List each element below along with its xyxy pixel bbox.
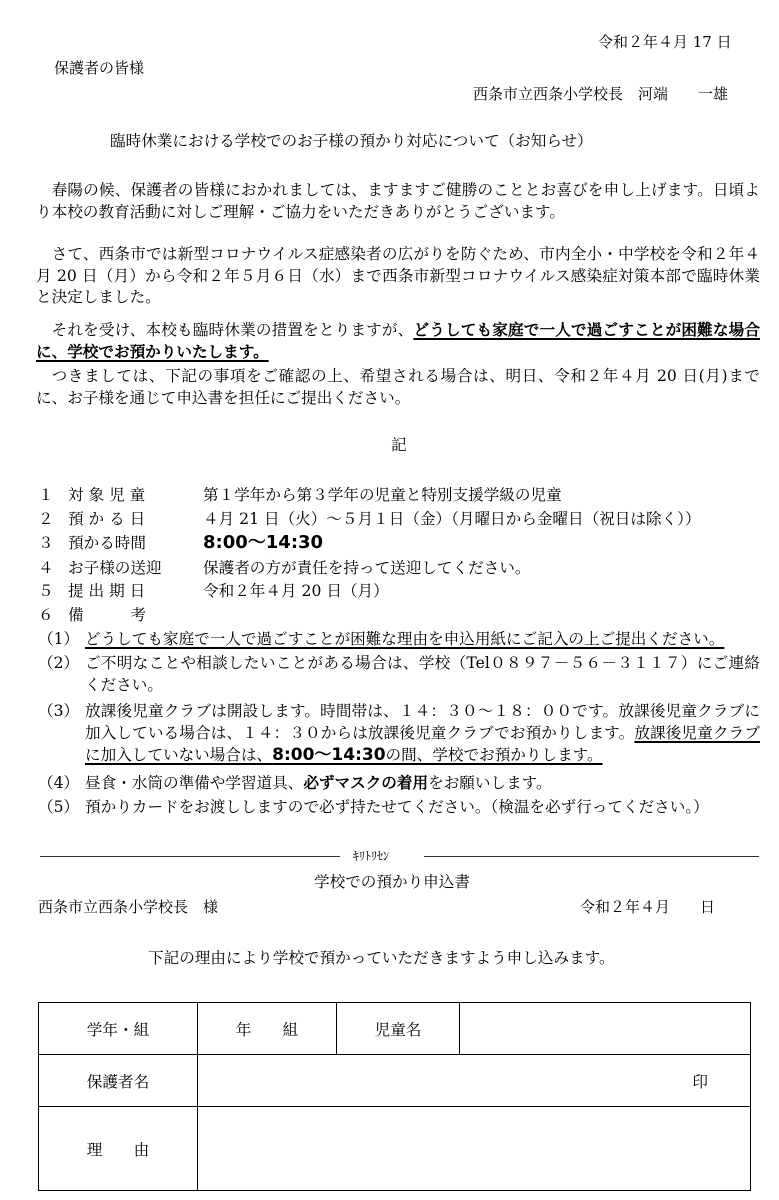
care-notice-emphasis: どうしても家庭で一人で過ごすことが困難な場合に、学校でお預かりいたします。 bbox=[36, 321, 760, 361]
sender: 西条市立西条小学校長 河端 一雄 bbox=[473, 85, 729, 103]
item-label: 預かる時間 bbox=[68, 534, 146, 552]
grade-field[interactable]: 年 組 bbox=[198, 1003, 337, 1055]
note-3-text: 放課後児童クラブは開設します。時間帯は、１４：３０～１８：００です。放課後児童クラブに加入している場合は、１４：３０からは放課後児童クラブでお預かりします。 bbox=[85, 702, 760, 742]
note-4-text: 昼食・水筒の準備や学習道具、 bbox=[85, 774, 304, 792]
note-4 bbox=[38, 772, 760, 794]
item-deadline bbox=[38, 580, 758, 602]
item-value: 令和２年４月 20 日（月） bbox=[203, 582, 389, 600]
paragraph-care-notice bbox=[36, 320, 760, 363]
item-value: ４月 21 日（火）～５月１日（金）（月曜日から金曜日（祝日は除く）） bbox=[203, 510, 701, 528]
note-3-underlined-end: の間、学校でお預かりします。 bbox=[385, 746, 603, 764]
seal-mark: 印 bbox=[692, 1072, 708, 1091]
item-number: ５ bbox=[38, 582, 54, 600]
form-title: 学校での預かり申込書 bbox=[314, 873, 470, 891]
note-3-underlined: 放課後児童クラブに加入していない場合は、 bbox=[85, 724, 760, 764]
document-date: 令和２年４月 17 日 bbox=[598, 33, 732, 51]
item-number: １ bbox=[38, 486, 54, 504]
reason-label: 理 由 bbox=[39, 1107, 198, 1191]
ki-heading: 記 bbox=[391, 436, 407, 454]
item-number: ２ bbox=[38, 510, 54, 528]
note-mark: （2） bbox=[38, 654, 80, 672]
table-row-reason bbox=[39, 1107, 751, 1191]
note-mark: （4） bbox=[38, 774, 80, 792]
guardian-label: 保護者名 bbox=[39, 1055, 198, 1107]
application-table bbox=[38, 1002, 751, 1191]
item-care-days bbox=[38, 508, 758, 530]
guardian-field[interactable] bbox=[198, 1055, 751, 1107]
note-2-text: ご不明なことや相談したいことがある場合は、学校（Tel０８９７－５６－３１１７）にご連絡ください。 bbox=[85, 654, 760, 694]
note-mark: （3） bbox=[38, 702, 80, 720]
item-number: ４ bbox=[38, 559, 54, 577]
document-title: 臨時休業における学校でのお子様の預かり対応について（お知らせ） bbox=[110, 132, 593, 150]
care-notice-text: それを受け、本校も臨時休業の措置をとりますが、 bbox=[51, 321, 414, 339]
child-name-label: 児童名 bbox=[337, 1003, 460, 1055]
item-label: 備 考 bbox=[68, 606, 146, 624]
paragraph-submission: つきましては、下記の事項をご確認の上、希望される場合は、明日、令和２年４月 20 日(月)までに、お子様を通じて申込書を担任にご提出ください。 bbox=[36, 367, 760, 407]
item-label: 預 か る 日 bbox=[68, 510, 146, 528]
table-row-guardian bbox=[39, 1055, 751, 1107]
item-label: 提 出 期 日 bbox=[68, 582, 146, 600]
item-value: 保護者の方が責任を持って送迎してください。 bbox=[203, 559, 531, 577]
note-mark: （1） bbox=[38, 630, 80, 648]
note-5-text: 預かりカードをお渡ししますので必ず持たせてください。（検温を必ず行ってください。） bbox=[85, 798, 709, 816]
child-name-field[interactable] bbox=[460, 1003, 751, 1055]
paragraph-closure-notice: さて、西条市では新型コロナウイルス症感染者の広がりを防ぐため、市内全小・中学校を令和２年４月 20 日（月）から令和２年５月６日（水）まで西条市新型コロナウイルス感染症対策本部で臨時休業と決定しました。 bbox=[36, 245, 760, 306]
note-2 bbox=[38, 652, 760, 696]
form-request: 下記の理由により学校で預かっていただきますよう申し込みます。 bbox=[148, 949, 615, 967]
form-addressee: 西条市立西条小学校長 様 bbox=[38, 898, 219, 916]
note-4-text-end: をお願いします。 bbox=[428, 774, 552, 792]
note-5 bbox=[38, 796, 760, 818]
item-pickup bbox=[38, 557, 758, 579]
cut-line-right bbox=[424, 856, 759, 857]
reason-field[interactable] bbox=[198, 1107, 751, 1191]
item-value: 8:00～14:30 bbox=[203, 532, 324, 553]
item-target-children bbox=[38, 484, 758, 506]
item-remarks bbox=[38, 604, 758, 626]
cut-line-left bbox=[40, 856, 340, 857]
item-number: ３ bbox=[38, 534, 54, 552]
note-3 bbox=[38, 700, 760, 766]
note-mark: （5） bbox=[38, 798, 80, 816]
item-label: お子様の送迎 bbox=[68, 559, 162, 577]
recipient: 保護者の皆様 bbox=[54, 59, 145, 77]
grade-label: 学年・組 bbox=[39, 1003, 198, 1055]
item-label: 対 象 児 童 bbox=[68, 486, 146, 504]
note-1-text: どうしても家庭で一人で過ごすことが困難な理由を申込用紙にご記入の上ご提出ください。 bbox=[85, 630, 725, 648]
note-4-mask-emphasis: 必ずマスクの着用 bbox=[303, 774, 429, 792]
cut-label: ｷﾘﾄﾘｾﾝ bbox=[353, 849, 390, 863]
note-3-hours: 8:00～14:30 bbox=[272, 745, 386, 765]
paragraph-greeting: 春陽の候、保護者の皆様におかれましては、ますますご健勝のこととお喜びを申し上げます。日頃より本校の教育活動に対しご理解・ご協力をいただきありがとうございます。 bbox=[36, 181, 760, 221]
item-care-hours bbox=[38, 532, 758, 554]
table-row-grade bbox=[39, 1003, 751, 1055]
item-number: ６ bbox=[38, 606, 54, 624]
form-date: 令和２年４月 日 bbox=[580, 898, 716, 916]
item-value: 第１学年から第３学年の児童と特別支援学級の児童 bbox=[203, 486, 562, 504]
note-1 bbox=[38, 628, 760, 650]
